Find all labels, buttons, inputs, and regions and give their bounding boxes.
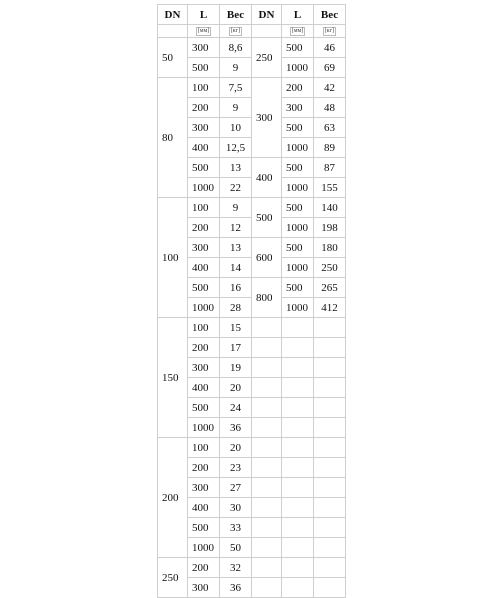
weight-cell-left: 20	[220, 378, 252, 398]
weight-cell-left: 24	[220, 398, 252, 418]
weight-cell-right: 69	[314, 58, 346, 78]
length-cell-left: 500	[188, 518, 220, 538]
unit-mm-right	[282, 25, 314, 38]
empty-cell-right	[314, 478, 346, 498]
length-cell-right: 1000	[282, 138, 314, 158]
header-weight-right: Вес	[314, 5, 346, 25]
weight-cell-left: 10	[220, 118, 252, 138]
length-cell-right: 500	[282, 158, 314, 178]
table-row	[158, 318, 346, 338]
empty-cell-right	[314, 418, 346, 438]
weight-cell-left: 15	[220, 318, 252, 338]
empty-cell-right	[252, 318, 282, 338]
dn-cell-right: 400	[252, 158, 282, 198]
length-cell-left: 200	[188, 98, 220, 118]
dn-cell-left: 200	[158, 438, 188, 558]
length-cell-left: 1000	[188, 178, 220, 198]
empty-cell-right	[314, 578, 346, 598]
dn-cell-right: 600	[252, 238, 282, 278]
length-cell-left: 500	[188, 158, 220, 178]
empty-cell-right	[282, 418, 314, 438]
table-row	[158, 198, 346, 218]
empty-cell-right	[314, 378, 346, 398]
empty-cell-right	[282, 378, 314, 398]
weight-cell-left: 19	[220, 358, 252, 378]
empty-cell-right	[314, 398, 346, 418]
length-cell-left: 100	[188, 438, 220, 458]
weight-cell-left: 13	[220, 238, 252, 258]
empty-cell-right	[314, 438, 346, 458]
empty-cell-right	[252, 398, 282, 418]
empty-cell-right	[282, 438, 314, 458]
empty-cell-right	[314, 338, 346, 358]
weight-cell-right: 89	[314, 138, 346, 158]
empty-cell-right	[252, 478, 282, 498]
weight-cell-left: 9	[220, 198, 252, 218]
weight-cell-left: 12,5	[220, 138, 252, 158]
empty-cell-right	[282, 358, 314, 378]
weight-cell-left: 33	[220, 518, 252, 538]
empty-cell-right	[314, 558, 346, 578]
table-row	[158, 78, 346, 98]
length-cell-left: 1000	[188, 418, 220, 438]
header-l-left: L	[188, 5, 220, 25]
length-cell-left: 300	[188, 238, 220, 258]
unit-mm-left-label: [мм]	[197, 27, 210, 34]
weight-cell-left: 8,6	[220, 38, 252, 58]
length-cell-right: 500	[282, 278, 314, 298]
header-dn-right: DN	[252, 5, 282, 25]
length-cell-left: 200	[188, 458, 220, 478]
empty-cell-right	[282, 498, 314, 518]
empty-cell-right	[282, 458, 314, 478]
weight-cell-left: 14	[220, 258, 252, 278]
length-cell-right: 1000	[282, 298, 314, 318]
weight-cell-left: 9	[220, 98, 252, 118]
length-cell-left: 100	[188, 78, 220, 98]
length-cell-left: 1000	[188, 298, 220, 318]
table-row	[158, 558, 346, 578]
empty-cell-right	[282, 478, 314, 498]
weight-cell-right: 140	[314, 198, 346, 218]
length-cell-right: 1000	[282, 58, 314, 78]
empty-cell-right	[314, 458, 346, 478]
weight-cell-left: 23	[220, 458, 252, 478]
unit-cell-empty-right	[252, 25, 282, 38]
length-cell-left: 100	[188, 318, 220, 338]
length-cell-right: 500	[282, 38, 314, 58]
length-cell-left: 300	[188, 578, 220, 598]
empty-cell-right	[314, 518, 346, 538]
length-cell-left: 400	[188, 498, 220, 518]
dn-cell-right: 300	[252, 78, 282, 158]
empty-cell-right	[252, 418, 282, 438]
weight-cell-right: 46	[314, 38, 346, 58]
empty-cell-right	[282, 398, 314, 418]
weight-cell-right: 87	[314, 158, 346, 178]
dn-cell-right: 250	[252, 38, 282, 78]
header-dn-left: DN	[158, 5, 188, 25]
units-row	[158, 25, 346, 38]
length-cell-left: 400	[188, 258, 220, 278]
length-cell-right: 500	[282, 118, 314, 138]
weight-cell-left: 30	[220, 498, 252, 518]
length-cell-left: 200	[188, 218, 220, 238]
header-weight-left: Вес	[220, 5, 252, 25]
weight-cell-left: 32	[220, 558, 252, 578]
empty-cell-right	[282, 318, 314, 338]
unit-mm-right-label: [мм]	[291, 27, 304, 34]
empty-cell-right	[314, 318, 346, 338]
empty-cell-right	[314, 498, 346, 518]
weight-cell-left: 36	[220, 578, 252, 598]
length-cell-left: 400	[188, 138, 220, 158]
empty-cell-right	[252, 458, 282, 478]
length-cell-right: 1000	[282, 178, 314, 198]
weight-cell-left: 17	[220, 338, 252, 358]
weight-cell-right: 198	[314, 218, 346, 238]
weight-cell-left: 16	[220, 278, 252, 298]
empty-cell-right	[282, 578, 314, 598]
length-cell-left: 1000	[188, 538, 220, 558]
dn-cell-right: 500	[252, 198, 282, 238]
weight-cell-right: 155	[314, 178, 346, 198]
length-cell-left: 200	[188, 558, 220, 578]
empty-cell-right	[252, 338, 282, 358]
unit-kg-right-label: [кг]	[324, 27, 335, 34]
weight-cell-left: 20	[220, 438, 252, 458]
empty-cell-right	[282, 338, 314, 358]
weight-cell-left: 9	[220, 58, 252, 78]
length-cell-left: 500	[188, 278, 220, 298]
length-cell-right: 1000	[282, 218, 314, 238]
weight-table-sheet	[157, 4, 345, 594]
weight-cell-right: 42	[314, 78, 346, 98]
dn-cell-left: 80	[158, 78, 188, 198]
dn-cell-left: 250	[158, 558, 188, 598]
empty-cell-right	[252, 358, 282, 378]
empty-cell-right	[252, 558, 282, 578]
unit-kg-right	[314, 25, 346, 38]
weight-cell-left: 22	[220, 178, 252, 198]
empty-cell-right	[252, 378, 282, 398]
length-cell-left: 400	[188, 378, 220, 398]
weight-cell-left: 13	[220, 158, 252, 178]
weight-cell-left: 12	[220, 218, 252, 238]
length-cell-left: 100	[188, 198, 220, 218]
unit-kg-left-label: [кг]	[230, 27, 241, 34]
table-row	[158, 438, 346, 458]
header-l-right: L	[282, 5, 314, 25]
weight-cell-left: 7,5	[220, 78, 252, 98]
weight-table	[157, 4, 346, 598]
weight-cell-right: 180	[314, 238, 346, 258]
weight-cell-right: 250	[314, 258, 346, 278]
table-body	[158, 38, 346, 598]
length-cell-left: 300	[188, 478, 220, 498]
length-cell-right: 500	[282, 238, 314, 258]
length-cell-left: 200	[188, 338, 220, 358]
weight-cell-left: 28	[220, 298, 252, 318]
weight-cell-right: 412	[314, 298, 346, 318]
dn-cell-left: 100	[158, 198, 188, 318]
weight-cell-right: 63	[314, 118, 346, 138]
empty-cell-right	[282, 518, 314, 538]
length-cell-right: 300	[282, 98, 314, 118]
weight-cell-left: 36	[220, 418, 252, 438]
dn-cell-left: 50	[158, 38, 188, 78]
empty-cell-right	[252, 438, 282, 458]
length-cell-left: 300	[188, 38, 220, 58]
empty-cell-right	[252, 538, 282, 558]
empty-cell-right	[252, 518, 282, 538]
unit-kg-left	[220, 25, 252, 38]
length-cell-right: 1000	[282, 258, 314, 278]
length-cell-left: 300	[188, 118, 220, 138]
empty-cell-right	[314, 538, 346, 558]
weight-cell-right: 265	[314, 278, 346, 298]
table-row	[158, 38, 346, 58]
unit-cell-empty-left	[158, 25, 188, 38]
empty-cell-right	[282, 558, 314, 578]
empty-cell-right	[252, 578, 282, 598]
empty-cell-right	[252, 498, 282, 518]
dn-cell-left: 150	[158, 318, 188, 438]
length-cell-left: 300	[188, 358, 220, 378]
unit-mm-left	[188, 25, 220, 38]
length-cell-right: 200	[282, 78, 314, 98]
header-row	[158, 5, 346, 25]
weight-cell-left: 50	[220, 538, 252, 558]
weight-cell-left: 27	[220, 478, 252, 498]
weight-cell-right: 48	[314, 98, 346, 118]
dn-cell-right: 800	[252, 278, 282, 318]
empty-cell-right	[282, 538, 314, 558]
length-cell-right: 500	[282, 198, 314, 218]
empty-cell-right	[314, 358, 346, 378]
length-cell-left: 500	[188, 58, 220, 78]
length-cell-left: 500	[188, 398, 220, 418]
